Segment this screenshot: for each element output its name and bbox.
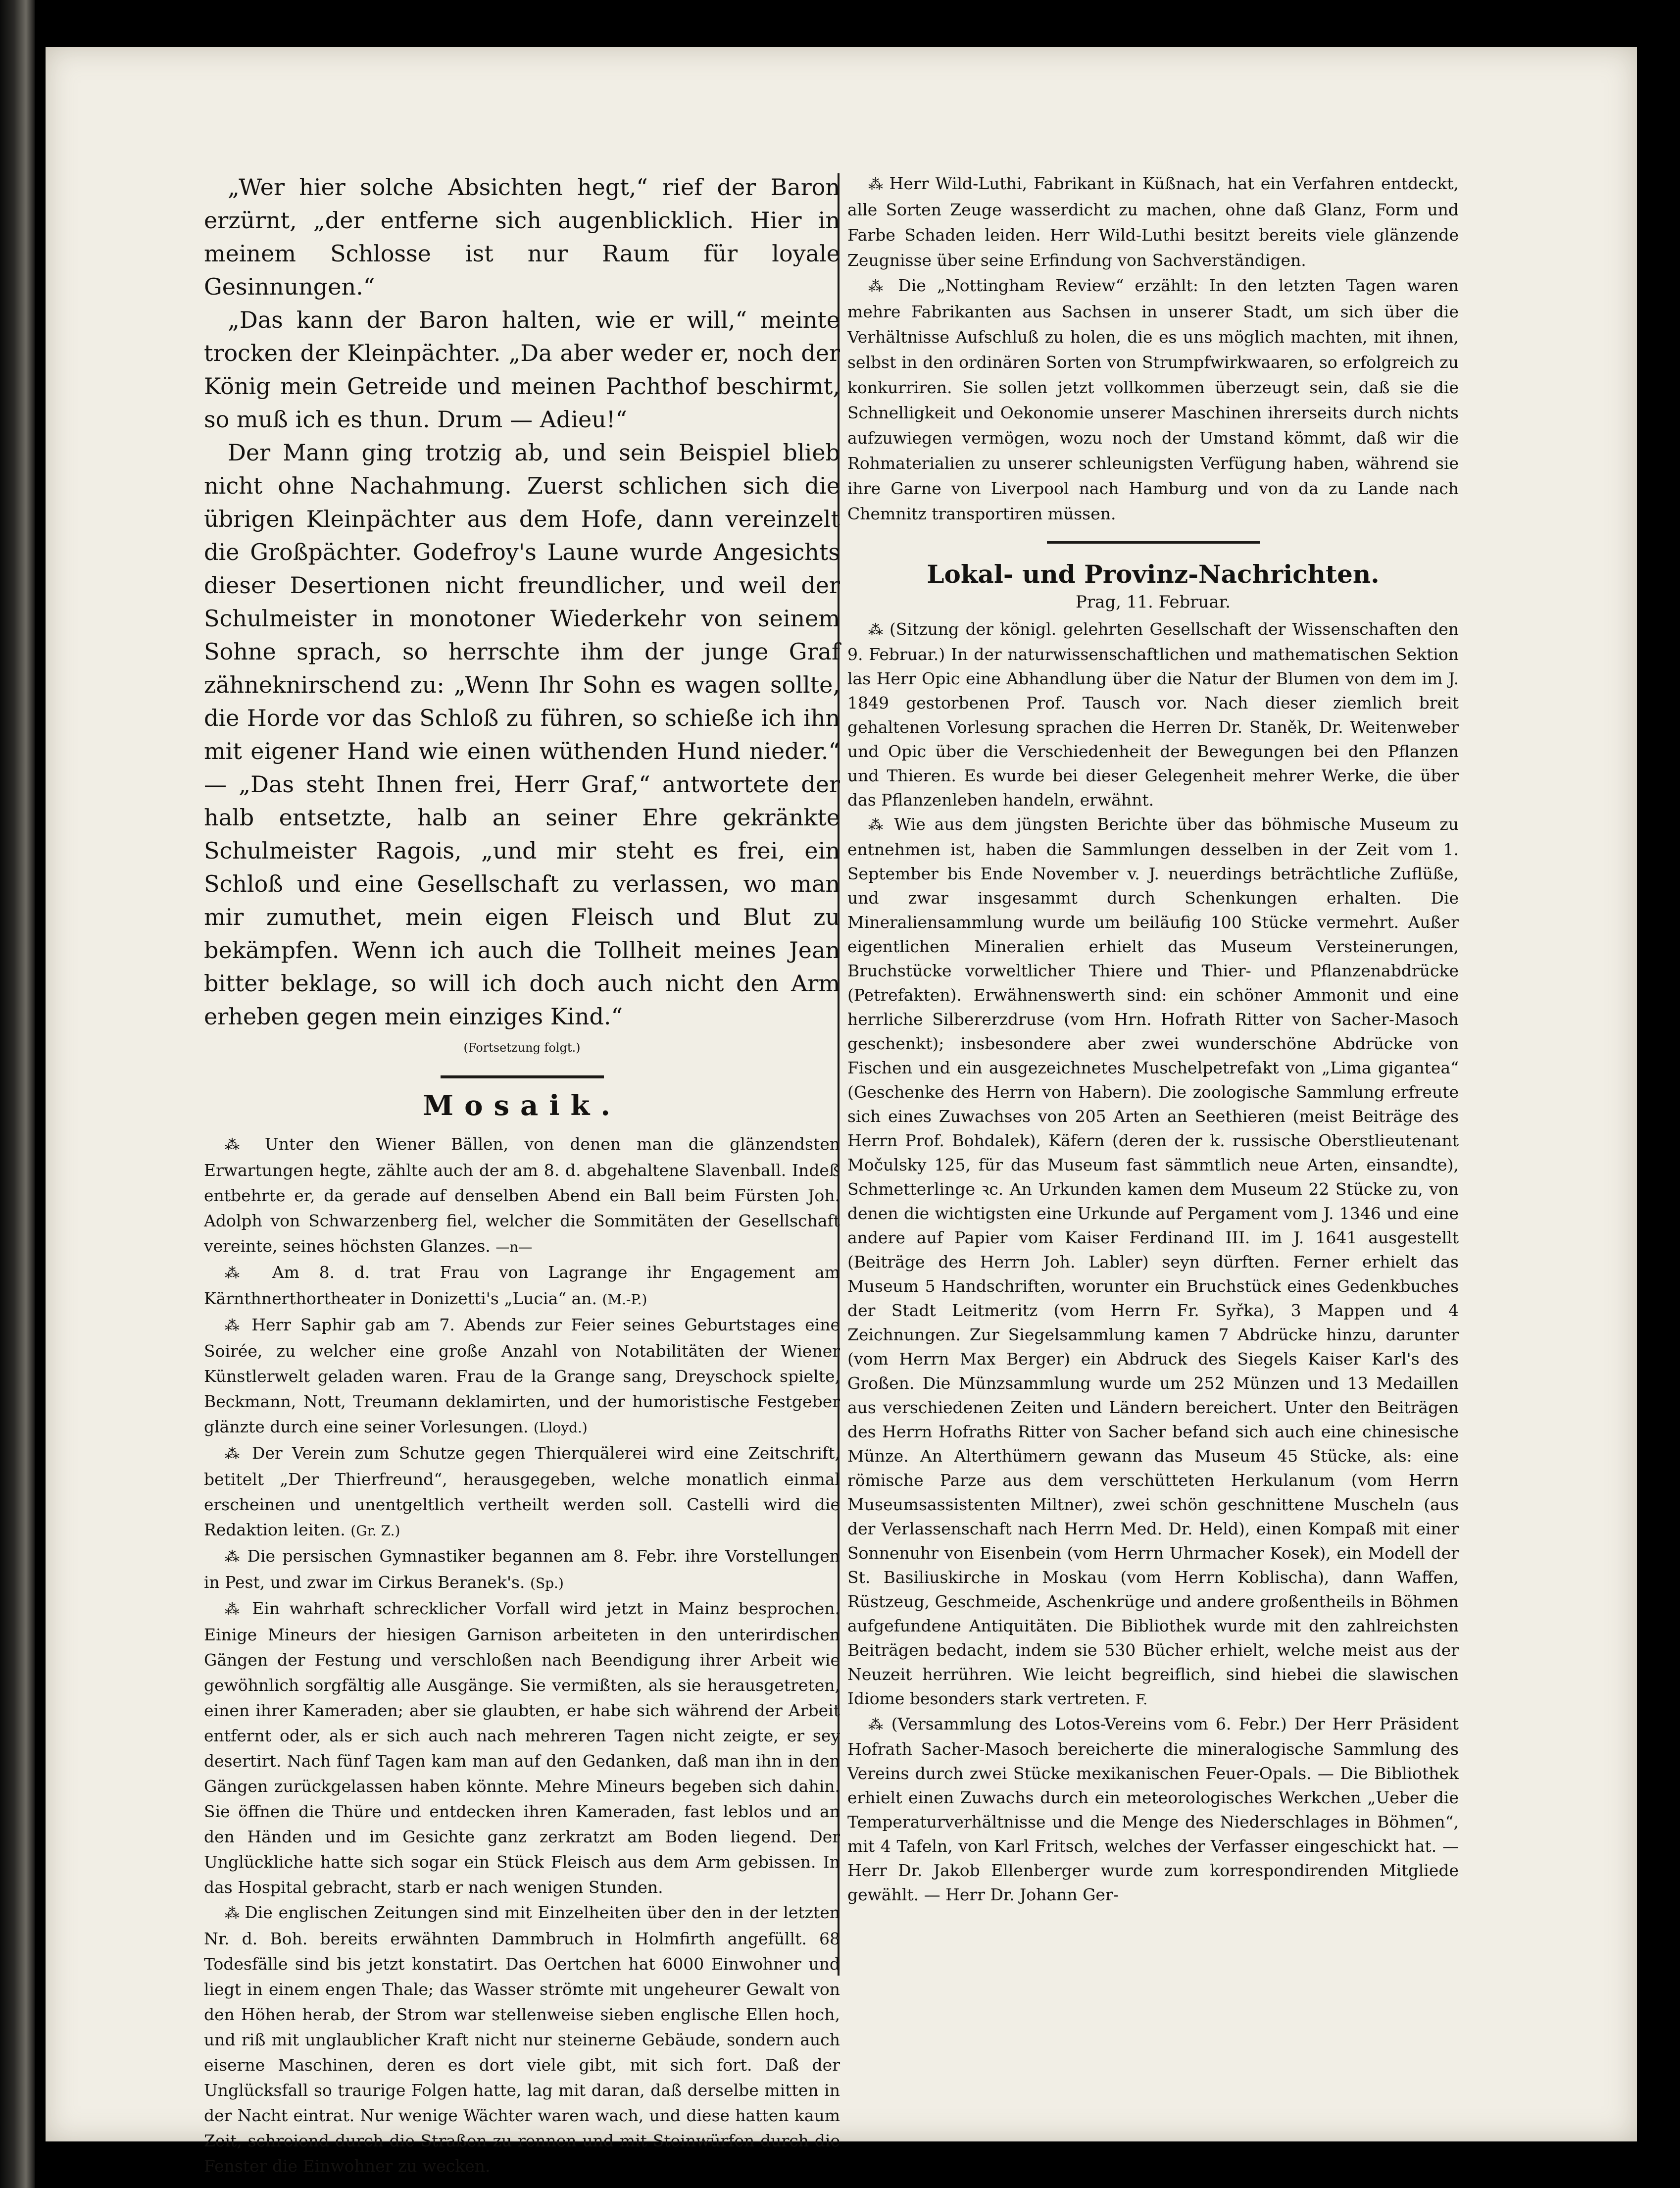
news-item-text: Der Verein zum Schutze gegen Thierquälerei wird eine Zeitschrift, betitelt „Der Thierfreund“, herausgegeben, welche monatlich einmal erscheinen und unentgeltlich vertheilt werden soll. Castelli wird die Redaktion leiten. xyxy=(204,1443,840,1539)
news-item-text: Ein wahrhaft schrecklicher Vorfall wird jetzt in Mainz besprochen. Einige Mineurs der hiesigen Garnison arbeiteten in den unterirdischen Gängen der Festung und verschloßen nach Beendigung ihrer Arbeit wie gewöhnlich sorgfältig alle Ausgänge. Sie vermißten, als sie herausgetreten, einen ihrer Kameraden; aber sie glaubten, er habe sich während der Arbeit entfernt oder, als er sich auch nach mehreren Tagen nicht zeigte, er sey desertirt. Nach fünf Tagen kam man auf den Gedanken, daß man ihn in den Gängen zurückgelassen haben könnte. Mehre Mineurs begeben sich dahin. Sie öffnen die Thüre und entdecken ihren Kameraden, fast leblos und an den Händen und im Gesichte ganz zerkratzt am Boden liegend. Der Unglückliche hatte sich sogar ein Stück Fleisch aus dem Arm gebissen. In das Hospital gebracht, starb er nach wenigen Stunden. xyxy=(204,1599,840,1897)
story-continuation xyxy=(204,171,840,1033)
asterism-icon: ⁂ xyxy=(225,1601,243,1618)
news-item-text: Unter den Wiener Bällen, von denen man die glänzendsten Erwartungen hegte, zählte auch der am 8. d. abgehaltene Slavenball. Indeß entbehrte er, da gerade auf denselben Abend ein Ball beim Fürsten Joh. Adolph von Schwarzenberg fiel, welcher die Sommitäten der Gesellschaft vereinte, seines höchsten Glanzes. xyxy=(204,1134,840,1256)
news-item xyxy=(847,171,1459,273)
news-item-text: Die englischen Zeitungen sind mit Einzelheiten über den in der letzten Nr. d. Boh. bereits erwähnten Dammbruch in Holmfirth angefüllt. 68 Todesfälle sind bis jetzt konstatirt. Das Oertchen hat 6000 Einwohner und liegt in einem engen Thale; das Wasser strömte mit ungeheurer Gewalt von den Höhen herab, der Strom war stellenweise sieben englische Ellen hoch, und riß mit unglaublicher Kraft nicht nur steinerne Gebäude, sondern auch eiserne Maschinen, deren es dort viele gibt, mit sich fort. Daß der Unglücksfall so traurige Folgen hatte, lag mit daran, daß derselbe mitten in der Nacht eintrat. Nur wenige Wächter waren wach, und diese hatten kaum Zeit, schreiend durch die Straßen zu rennen und mit Steinwürfen durch die Fenster die Einwohner zu wecken. xyxy=(204,1903,840,2176)
left-column xyxy=(204,171,840,2179)
mosaik-items xyxy=(204,1131,840,2179)
news-item-text: (Versammlung des Lotos-Vereins vom 6. Febr.) Der Herr Präsident Hofrath Sacher-Masoch bereicherte die mineralogische Sammlung des Vereins durch zwei Stücke mexikanischen Feuer-Opals. — Die Bibliothek erhielt einen Zuwachs durch ein meteorologisches Werkchen „Ueber die Temperaturverhältnisse und die Menge des Niederschlages in Böhmen“, mit 4 Tafeln, von Karl Fritsch, welches der Verfasser eingeschickt hat. — Herr Dr. Jakob Ellenberger wurde zum korrespondirenden Mitgliede gewählt. — Herr Dr. Johann Ger- xyxy=(847,1714,1459,1904)
news-item-source: (Gr. Z.) xyxy=(350,1523,400,1539)
news-item xyxy=(847,1712,1459,1907)
news-item xyxy=(204,1312,840,1440)
news-item-text: Herr Wild-Luthi, Fabrikant in Küßnach, hat ein Verfahren entdeckt, alle Sorten Zeuge wasserdicht zu machen, ohne daß Glanz, Form und Farbe Schaden leiden. Herr Wild-Luthi besitzt bereits viele glänzende Zeugnisse über seine Erfindung von Sachverständigen. xyxy=(847,174,1459,270)
asterism-icon: ⁂ xyxy=(225,1548,240,1566)
right-column xyxy=(847,171,1459,1907)
asterism-icon: ⁂ xyxy=(868,278,888,295)
news-item-text: (Sitzung der königl. gelehrten Gesellschaft der Wissenschaften den 9. Februar.) In der naturwissenschaftlichen und mathematischen Sektion las Herr Opic eine Abhandlung über die Natur der Blumen von dem im J. 1849 gestorbenen Prof. Tausch vor. Nach dieser ziemlich breit gehaltenen Vorlesung sprachen die Herren Dr. Staněk, Dr. Weitenweber und Opic über die Verschiedenheit der Bewegungen bei den Pflanzen und Thieren. Es wurde bei dieser Gelegenheit mehrer Werke, die über das Pflanzenleben handeln, erwähnt. xyxy=(847,619,1459,810)
news-item xyxy=(204,1131,840,1260)
news-item-source: (M.-P.) xyxy=(602,1291,647,1308)
news-item xyxy=(204,1596,840,1900)
asterism-icon: ⁂ xyxy=(225,1136,249,1154)
story-paragraph: Der Mann ging trotzig ab, und sein Beispiel blieb nicht ohne Nachahmung. Zuerst schlichen sich die übrigen Kleinpächter aus dem Hofe, dann vereinzelt die Großpächter. Godefroy's Laune wurde Angesichts dieser Desertionen nicht freundlicher, und weil der Schulmeister in monotoner Wiederkehr von seinem Sohne sprach, so herrschte ihm der junge Graf zähneknirschend zu: „Wenn Ihr Sohn es wagen sollte, die Horde vor das Schloß zu führen, so schieße ich ihn mit eigener Hand wie einen wüthenden Hund nieder.“ — „Das steht Ihnen frei, Herr Graf,“ antwortete der halb entsetzte, halb an seiner Ehre gekränkte Schulmeister Ragois, „und mir steht es frei, ein Schloß und eine Gesellschaft zu verlassen, wo man mir zumuthet, mein eigen Fleisch und Blut zu bekämpfen. Wenn ich auch die Tollheit meines Jean bitter beklage, so will ich doch auch nicht den Arm erheben gegen mein einziges Kind.“ xyxy=(204,439,840,1030)
news-item-text: Die persischen Gymnastiker begannen am 8. Febr. ihre Vorstellungen in Pest, und zwar im Cirkus Beranek's. xyxy=(204,1546,840,1592)
news-item xyxy=(204,1900,840,2179)
asterism-icon: ⁂ xyxy=(225,1317,243,1334)
asterism-icon: ⁂ xyxy=(225,1905,239,1922)
section-divider xyxy=(441,1075,604,1078)
lokal-items xyxy=(847,617,1459,1907)
news-item xyxy=(204,1440,840,1543)
lokal-title: Lokal- und Provinz-Nachrichten. xyxy=(927,560,1380,589)
news-item-text: Herr Saphir gab am 7. Abends zur Feier seines Geburtstages eine Soirée, zu welcher eine große Anzahl von Notabilitäten der Wiener Künstlerwelt geladen waren. Frau de la Grange sang, Dreyschock spielte, Beckmann, Nott, Treumann deklamirten, und der humoristische Festgeber glänzte durch eine seiner Vorlesungen. xyxy=(204,1315,840,1436)
asterism-icon: ⁂ xyxy=(868,621,883,639)
asterism-icon: ⁂ xyxy=(225,1265,253,1282)
section-divider xyxy=(1047,541,1260,544)
asterism-icon: ⁂ xyxy=(868,176,883,193)
scanner-edge xyxy=(0,0,35,2188)
news-item-text: Am 8. d. trat Frau von Lagrange ihr Engagement am Kärnthnerthortheater in Donizetti's „Lucia“ an. xyxy=(204,1263,840,1308)
news-item xyxy=(847,812,1459,1712)
news-item-source: (Sp.) xyxy=(530,1575,564,1591)
dateline: Prag, 11. Februar. xyxy=(1075,592,1231,612)
news-item-source: (Lloyd.) xyxy=(533,1420,588,1436)
story-paragraph: „Das kann der Baron halten, wie er will,“ meinte trocken der Kleinpächter. „Da aber weder er, noch der König mein Getreide und meinen Pachthof beschirmt, so muß ich es thun. Drum — Adieu!“ xyxy=(204,306,840,433)
news-item xyxy=(204,1260,840,1312)
story-paragraph: „Wer hier solche Absichten hegt,“ rief der Baron erzürnt, „der entferne sich augenblicklich. Hier in meinem Schlosse ist nur Raum für loyale Gesinnungen.“ xyxy=(204,174,840,300)
news-item-text: Die „Nottingham Review“ erzählt: In den letzten Tagen waren mehre Fabrikanten aus Sachsen in unserer Stadt, um sich über die Verhältnisse Aufschluß zu holen, die es uns möglich machten, mit ihnen, selbst in den ordinären Sorten von Strumpfwirkwaaren, so erfolgreich zu konkurriren. Sie sollen jetzt vollkommen überzeugt sein, daß sie die Schnelligkeit und Oekonomie unserer Maschinen ihrerseits durch nichts aufzuwiegen vermögen, wozu noch der Umstand kömmt, daß wir die Rohmaterialien zu unserer schleunigsten Verfügung haben, während sie ihre Garne von Liverpool nach Hamburg und von da zu Lande nach Chemnitz transportiren müssen. xyxy=(847,276,1459,523)
news-item-source: F. xyxy=(1136,1691,1148,1708)
news-item-source: —n— xyxy=(495,1239,533,1255)
news-item xyxy=(847,273,1459,526)
news-item-text: Wie aus dem jüngsten Berichte über das böhmische Museum zu entnehmen ist, haben die Sammlungen desselben in der Zeit vom 1. September bis Ende November v. J. neuerdings beträchtliche Zuflüße, und zwar insgesammt durch Schenkungen erhalten. Die Mineraliensammlung wurde um beiläufig 100 Stücke vermehrt. Außer eigentlichen Mineralien erhielt das Museum Versteinerungen, Bruchstücke vorweltlicher Thiere und Thier- und Pflanzenabdrücke (Petrefakten). Erwähnenswerth sind: ein schöner Ammonit und eine herrliche Silbererzdruse (vom Hrn. Hofrath Ritter von Sacher-Masoch geschenkt); insbesondere aber zwei wunderschöne Abdrücke von Fischen und ein ausgezeichnetes Muschelpetrefakt von „Lima gigantea“ (Geschenke des Herrn von Habern). Die zoologische Sammlung erfreute sich eines Zuwachses von 205 Arten an Seethieren (meist Beiträge des Herrn Prof. Bohdalek), Käfern (deren der k. russische Oberstlieutenant Močulsky 125, für das Museum fast sämmtlich neue Arten, einsandte), Schmetterlinge ꝛc. An Urkunden kamen dem Museum 22 Stücke zu, von denen die wichtigsten eine Urkunde auf Pergament vom J. 1346 und eine andere auf Papier vom Kaiser Ferdinand III. im J. 1641 ausgestellt (Beiträge des Herrn Joh. Labler) seyn dürften. Ferner erhielt das Museum 5 Handschriften, worunter ein Bruchstück eines Gedenkbuches der Stadt Leitmeritz (vom Herrn Fr. Syřka), 3 Mappen und 4 Zeichnungen. Zur Siegelsammlung kamen 7 Abdrücke hinzu, darunter (vom Herrn Max Berger) ein Abdruck des Siegels Kaiser Karl's des Großen. Die Münzsammlung wurde um 252 Münzen und 13 Medaillen aus verschiedenen Zeiten und Ländern bereichert. Unter den Beiträgen des Herrn Hofraths Ritter von Sacher befand sich auch eine chinesische Münze. An Alterthümern gewann das Museum 45 Stücke, als: eine römische Parze aus dem verschütteten Herkulanum (vom Herrn Museumsassistenten Miltner), zwei schön geschnittene Muscheln (aus der Verlassenschaft nach Herrn Med. Dr. Held), einen Kompaß mit einer Sonnenuhr von Eisenbein (vom Herrn Uhrmacher Kosek), ein Modell der St. Basiliuskirche in Moskau (vom Herrn Koblischa), dann Waffen, Rüstzeug, Geschmeide, Aschenkrüge und andere großentheils in Böhmen aufgefundene Antiquitäten. Die Bibliothek wurde mit den zahlreichsten Beiträgen bedacht, indem sie 530 Bücher erhielt, welche meist aus der Neuzeit herrühren. Wie leicht begreiflich, sind hiebei die slawischen Idiome besonders stark vertreten. xyxy=(847,814,1459,1708)
mosaik-title: Mosaik. xyxy=(423,1089,621,1122)
asterism-icon: ⁂ xyxy=(868,1716,884,1733)
continued-note: (Fortsetzung folgt.) xyxy=(463,1041,581,1055)
asterism-icon: ⁂ xyxy=(868,816,886,834)
newspaper-page xyxy=(46,47,1637,2176)
news-item xyxy=(204,1543,840,1596)
news-item xyxy=(847,617,1459,812)
asterism-icon: ⁂ xyxy=(225,1445,243,1463)
